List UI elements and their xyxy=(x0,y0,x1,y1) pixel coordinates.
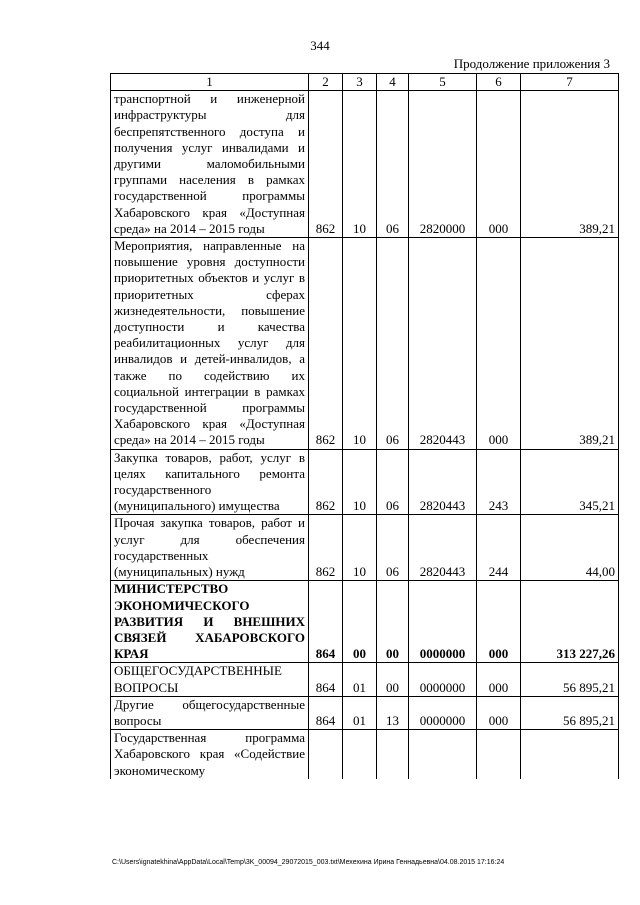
column-header: 3 xyxy=(343,74,377,91)
table-row xyxy=(111,515,619,581)
row-cell-4: 06 xyxy=(377,238,409,450)
table-row xyxy=(111,238,619,450)
column-header: 5 xyxy=(409,74,477,91)
row-cell-7: 44,00 xyxy=(521,515,619,581)
row-cell-5: 0000000 xyxy=(409,696,477,729)
row-cell-3: 10 xyxy=(343,91,377,238)
table-row xyxy=(111,91,619,238)
row-cell-7: 56 895,21 xyxy=(521,663,619,696)
row-cell-2: 864 xyxy=(309,581,343,663)
row-cell-5: 2820443 xyxy=(409,515,477,581)
row-cell-6: 244 xyxy=(477,515,521,581)
table-row xyxy=(111,581,619,663)
row-cell-2: 864 xyxy=(309,696,343,729)
row-cell-4 xyxy=(377,730,409,779)
row-cell-7 xyxy=(521,730,619,779)
column-header: 7 xyxy=(521,74,619,91)
budget-table xyxy=(110,73,619,779)
row-name-cell: ОБЩЕГОСУДАРСТВЕННЫЕ ВОПРОСЫ xyxy=(111,663,309,696)
row-cell-4: 00 xyxy=(377,663,409,696)
file-path-footer: C:\Users\ignatekhina\AppData\Local\Temp\3K_00094_29072015_003.txt\Мехехина Ирина Геннадьевна\04.08.2015 17:16:24 xyxy=(112,859,505,866)
row-name-cell: Государственная программа Хабаровского края «Содействие экономическому xyxy=(111,730,309,779)
row-cell-3: 01 xyxy=(343,696,377,729)
table-row xyxy=(111,696,619,729)
row-cell-2: 864 xyxy=(309,663,343,696)
row-cell-5: 2820000 xyxy=(409,91,477,238)
row-cell-2: 862 xyxy=(309,449,343,515)
row-cell-7: 56 895,21 xyxy=(521,696,619,729)
row-cell-2: 862 xyxy=(309,238,343,450)
row-name-cell: Закупка товаров, работ, услуг в целях капитального ремонта государственного (муниципального) имущества xyxy=(111,449,309,515)
row-cell-6: 000 xyxy=(477,238,521,450)
table-row xyxy=(111,663,619,696)
row-cell-6: 000 xyxy=(477,696,521,729)
row-cell-7: 389,21 xyxy=(521,238,619,450)
row-name-cell: Мероприятия, направленные на повышение уровня доступности приоритетных объектов и услуг в приоритетных сферах жизнедеятельности, повышение доступности и качества реабилитационных услуг для инвалидов и детей-инвалидов, а также по содействию их социальной интеграции в рамках государственной программы Хабаровского края «Доступная среда» на 2014 – 2015 годы xyxy=(111,238,309,450)
continuation-note: Продолжение приложения 3 xyxy=(453,56,610,71)
row-name-cell: МИНИСТЕРСТВО ЭКОНОМИЧЕСКОГО РАЗВИТИЯ И ВНЕШНИХ СВЯЗЕЙ ХАБАРОВСКОГО КРАЯ xyxy=(111,581,309,663)
row-cell-3: 10 xyxy=(343,449,377,515)
table-header-row xyxy=(111,74,619,91)
row-cell-3 xyxy=(343,730,377,779)
column-header: 1 xyxy=(111,74,309,91)
row-cell-7: 389,21 xyxy=(521,91,619,238)
row-cell-3: 01 xyxy=(343,663,377,696)
row-cell-5: 0000000 xyxy=(409,663,477,696)
row-cell-4: 00 xyxy=(377,581,409,663)
row-cell-5: 0000000 xyxy=(409,581,477,663)
row-cell-4: 13 xyxy=(377,696,409,729)
column-header: 4 xyxy=(377,74,409,91)
row-cell-2: 862 xyxy=(309,515,343,581)
row-cell-6: 243 xyxy=(477,449,521,515)
row-cell-2: 862 xyxy=(309,91,343,238)
row-cell-6: 000 xyxy=(477,663,521,696)
row-cell-4: 06 xyxy=(377,91,409,238)
row-cell-5 xyxy=(409,730,477,779)
table-row xyxy=(111,730,619,779)
row-cell-6 xyxy=(477,730,521,779)
row-cell-2 xyxy=(309,730,343,779)
column-header: 6 xyxy=(477,74,521,91)
row-cell-3: 10 xyxy=(343,238,377,450)
row-cell-7: 345,21 xyxy=(521,449,619,515)
column-header: 2 xyxy=(309,74,343,91)
row-name-cell: транспортной и инженерной инфраструктуры для беспрепятственного доступа и получения услуг инвалидами и другими маломобильными группами населения в рамках государственной программы Хабаровского края «Доступная среда» на 2014 – 2015 годы xyxy=(111,91,309,238)
row-cell-3: 10 xyxy=(343,515,377,581)
row-cell-6: 000 xyxy=(477,581,521,663)
row-name-cell: Другие общегосударственные вопросы xyxy=(111,696,309,729)
row-cell-5: 2820443 xyxy=(409,449,477,515)
table-row xyxy=(111,449,619,515)
row-cell-6: 000 xyxy=(477,91,521,238)
row-name-cell: Прочая закупка товаров, работ и услуг для обеспечения государственных (муниципальных) нужд xyxy=(111,515,309,581)
row-cell-5: 2820443 xyxy=(409,238,477,450)
row-cell-3: 00 xyxy=(343,581,377,663)
row-cell-4: 06 xyxy=(377,449,409,515)
row-cell-7: 313 227,26 xyxy=(521,581,619,663)
page-number: 344 xyxy=(310,38,330,53)
row-cell-4: 06 xyxy=(377,515,409,581)
